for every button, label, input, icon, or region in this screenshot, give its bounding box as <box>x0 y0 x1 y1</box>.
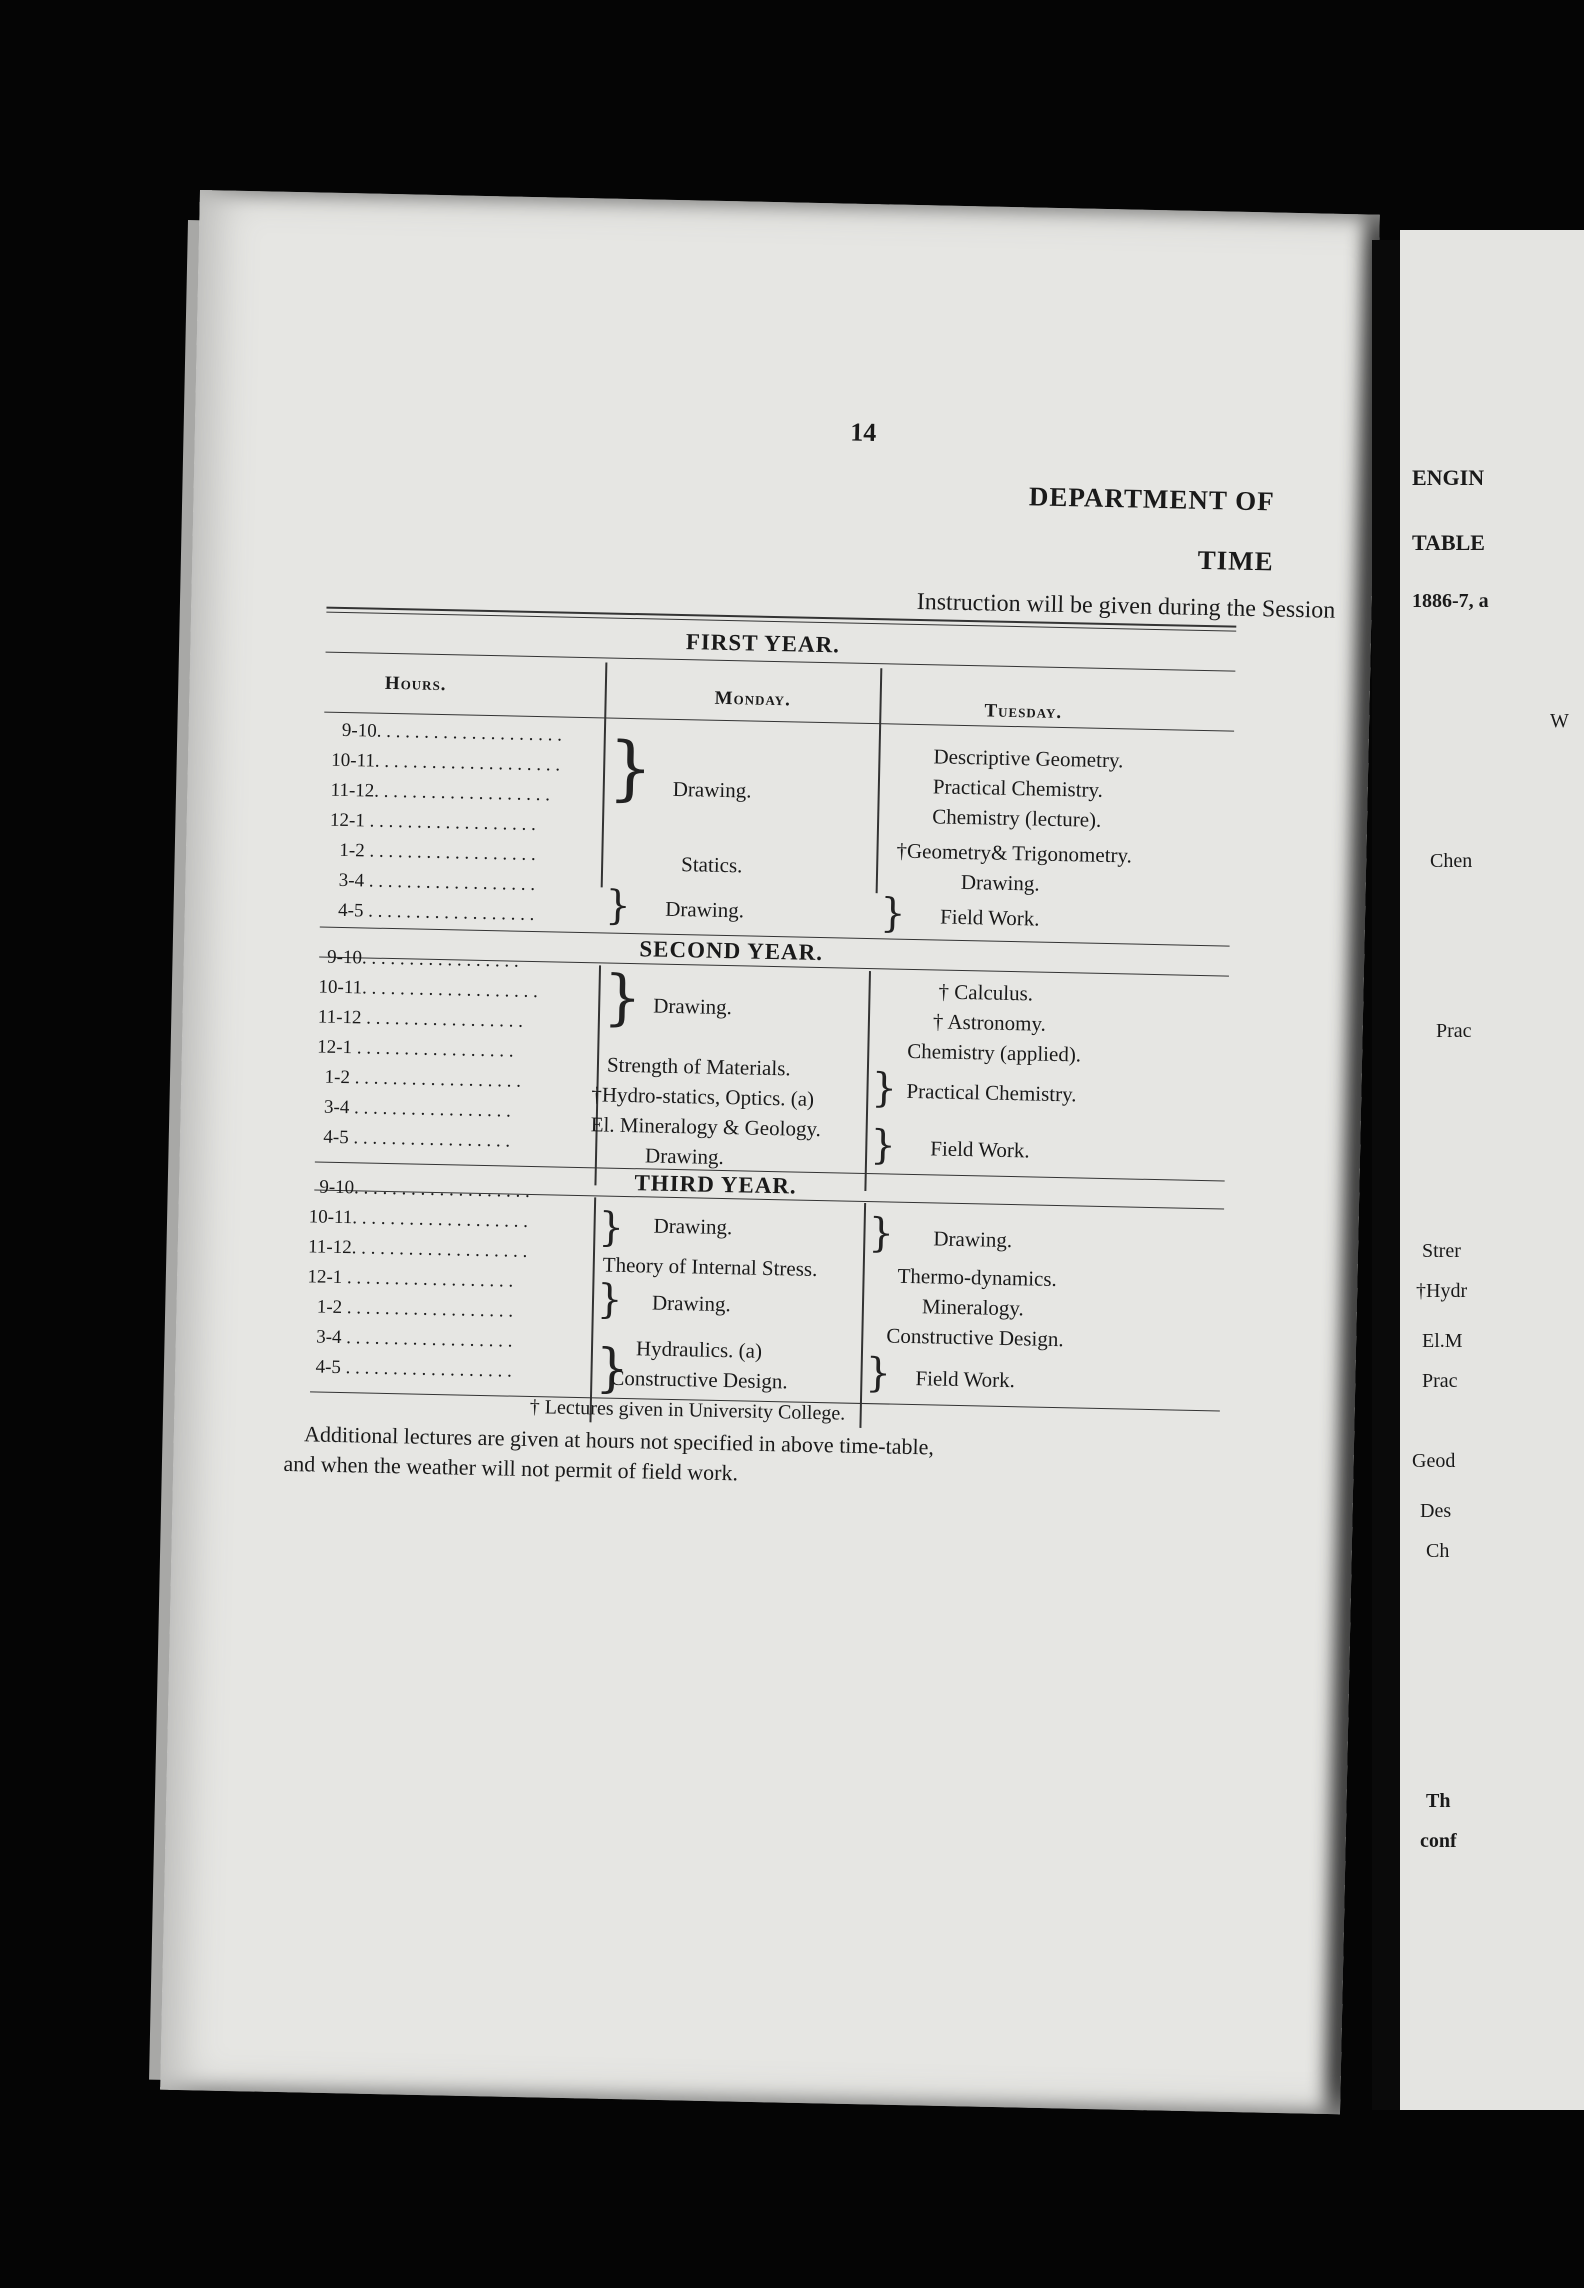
tuesday-cell: Thermo-dynamics. <box>897 1263 1058 1292</box>
monday-cell: Drawing. <box>653 1213 733 1240</box>
timetable-page <box>219 200 1336 1922</box>
third-year-title: THIRD YEAR. <box>634 1170 797 1199</box>
monday-cell: Statics. <box>680 852 743 878</box>
hour-label: 4-5 . . . . . . . . . . . . . . . . . <box>323 1126 511 1152</box>
right-page <box>1400 230 1584 2110</box>
hour-label: 1-2 . . . . . . . . . . . . . . . . . . <box>339 839 536 866</box>
hour-label: 10-11. . . . . . . . . . . . . . . . . . . <box>308 1206 529 1232</box>
tuesday-cell: Drawing. <box>960 869 1040 896</box>
right-cell: Ch <box>1426 1540 1450 1562</box>
hour-label: 4-5 . . . . . . . . . . . . . . . . . . <box>315 1356 513 1382</box>
monday-cell: Hydraulics. (a) <box>635 1336 763 1363</box>
hour-label: 10-11. . . . . . . . . . . . . . . . . . . . <box>331 749 561 776</box>
hour-label: 3-4 . . . . . . . . . . . . . . . . . . <box>338 869 536 896</box>
col-hours: Hours. <box>384 672 447 696</box>
right-cell: Strer <box>1422 1240 1461 1262</box>
heading-time: TIME <box>1197 544 1274 577</box>
note-line-1: Additional lectures are given at hours not specified in above time-table, <box>303 1421 935 1460</box>
brace: } <box>607 726 654 810</box>
right-cell: conf <box>1420 1830 1457 1852</box>
first-year-title: FIRST YEAR. <box>685 629 841 658</box>
hour-label: 1-2 . . . . . . . . . . . . . . . . . . <box>324 1066 522 1092</box>
right-subheading: 1886-7, a <box>1412 590 1489 612</box>
right-cell: Chen <box>1430 850 1473 872</box>
hour-label: 11-12. . . . . . . . . . . . . . . . . . . <box>307 1236 528 1262</box>
tuesday-cell: † Calculus. <box>938 979 1034 1006</box>
brace: } <box>604 882 632 930</box>
monday-cell: Strength of Materials. <box>606 1052 791 1081</box>
monday-cell: Theory of Internal Stress. <box>602 1252 818 1282</box>
book-spine <box>1372 240 1400 2110</box>
brace: } <box>871 1065 898 1112</box>
brace: } <box>596 1276 623 1323</box>
tuesday-cell: Chemistry (lecture). <box>931 804 1102 832</box>
hour-label: 1-2 . . . . . . . . . . . . . . . . . . <box>316 1296 514 1322</box>
right-cell: †Hydr <box>1416 1280 1468 1302</box>
hour-label: 3-4 . . . . . . . . . . . . . . . . . <box>323 1096 512 1122</box>
column-rule <box>601 662 608 887</box>
brace: } <box>868 1210 895 1257</box>
tuesday-cell: † Astronomy. <box>932 1009 1047 1036</box>
tuesday-cell: †Geometry& Trigonometry. <box>896 838 1133 868</box>
subheading: Instruction will be given during the Session <box>916 588 1336 624</box>
heading-department: DEPARTMENT OF <box>1028 481 1276 517</box>
hour-label: 9-10. . . . . . . . . . . . . . . . . . . . <box>341 719 563 746</box>
brace: } <box>869 1122 897 1169</box>
right-col-w: W <box>1550 710 1569 732</box>
hour-label: 10-11. . . . . . . . . . . . . . . . . . . <box>318 976 539 1003</box>
col-monday: Monday. <box>714 687 792 711</box>
hour-label: 4-5 . . . . . . . . . . . . . . . . . . <box>337 899 535 926</box>
tuesday-cell: Field Work. <box>939 904 1040 931</box>
hour-label: 12-1 . . . . . . . . . . . . . . . . . <box>317 1036 514 1062</box>
column-rule <box>876 668 883 893</box>
right-cell: Des <box>1420 1500 1452 1522</box>
tuesday-cell: Constructive Design. <box>886 1323 1064 1352</box>
monday-cell: Drawing. <box>644 1143 725 1170</box>
monday-cell: Constructive Design. <box>610 1365 788 1394</box>
monday-cell: Drawing. <box>651 1290 731 1317</box>
right-heading-2: TABLE <box>1412 530 1485 555</box>
hour-label: 3-4 . . . . . . . . . . . . . . . . . . <box>315 1326 513 1352</box>
tuesday-cell: Field Work. <box>915 1366 1016 1393</box>
tuesday-cell: Practical Chemistry. <box>932 774 1104 802</box>
right-cell: Prac <box>1436 1020 1472 1042</box>
monday-cell: Drawing. <box>652 993 733 1020</box>
hour-label: 9-10. . . . . . . . . . . . . . . . . <box>326 946 519 972</box>
tuesday-cell: Practical Chemistry. <box>906 1078 1077 1107</box>
monday-cell: Drawing. <box>672 776 752 803</box>
brace: } <box>594 1338 630 1400</box>
right-heading-1: ENGIN <box>1412 465 1485 490</box>
hour-label: 12-1 . . . . . . . . . . . . . . . . . . <box>307 1266 514 1292</box>
second-year-title: SECOND YEAR. <box>639 936 824 966</box>
tuesday-cell: Mineralogy. <box>921 1294 1025 1321</box>
monday-cell: †Hydro-statics, Optics. (a) <box>591 1082 815 1111</box>
hour-label: 11-12 . . . . . . . . . . . . . . . . . <box>317 1006 524 1032</box>
note-line-2: and when the weather will not permit of field work. <box>283 1450 739 1486</box>
hour-label: 12-1 . . . . . . . . . . . . . . . . . . <box>329 809 537 836</box>
tuesday-cell: Chemistry (applied). <box>907 1038 1082 1067</box>
brace: } <box>602 962 643 1034</box>
column-rule <box>594 965 601 1185</box>
brace: } <box>879 890 907 937</box>
brace: } <box>598 1204 625 1251</box>
tuesday-cell: Drawing. <box>933 1226 1013 1253</box>
right-cell: El.M <box>1422 1330 1463 1352</box>
col-tuesday: Tuesday. <box>984 700 1063 724</box>
hour-label: 9-10. . . . . . . . . . . . . . . . . . . <box>319 1176 531 1202</box>
tuesday-cell: Field Work. <box>930 1136 1030 1163</box>
brace: } <box>865 1350 892 1397</box>
right-cell: Geod <box>1412 1450 1456 1472</box>
page-number: 14 <box>849 417 877 448</box>
monday-cell: Drawing. <box>664 896 745 923</box>
hour-label: 11-12. . . . . . . . . . . . . . . . . . . <box>330 779 551 806</box>
right-cell: Th <box>1426 1790 1451 1812</box>
monday-cell: El. Mineralogy & Geology. <box>590 1112 822 1142</box>
tuesday-cell: Descriptive Geometry. <box>933 744 1124 773</box>
right-cell: Prac <box>1422 1370 1458 1392</box>
footnote: † Lectures given in University College. <box>529 1396 846 1425</box>
